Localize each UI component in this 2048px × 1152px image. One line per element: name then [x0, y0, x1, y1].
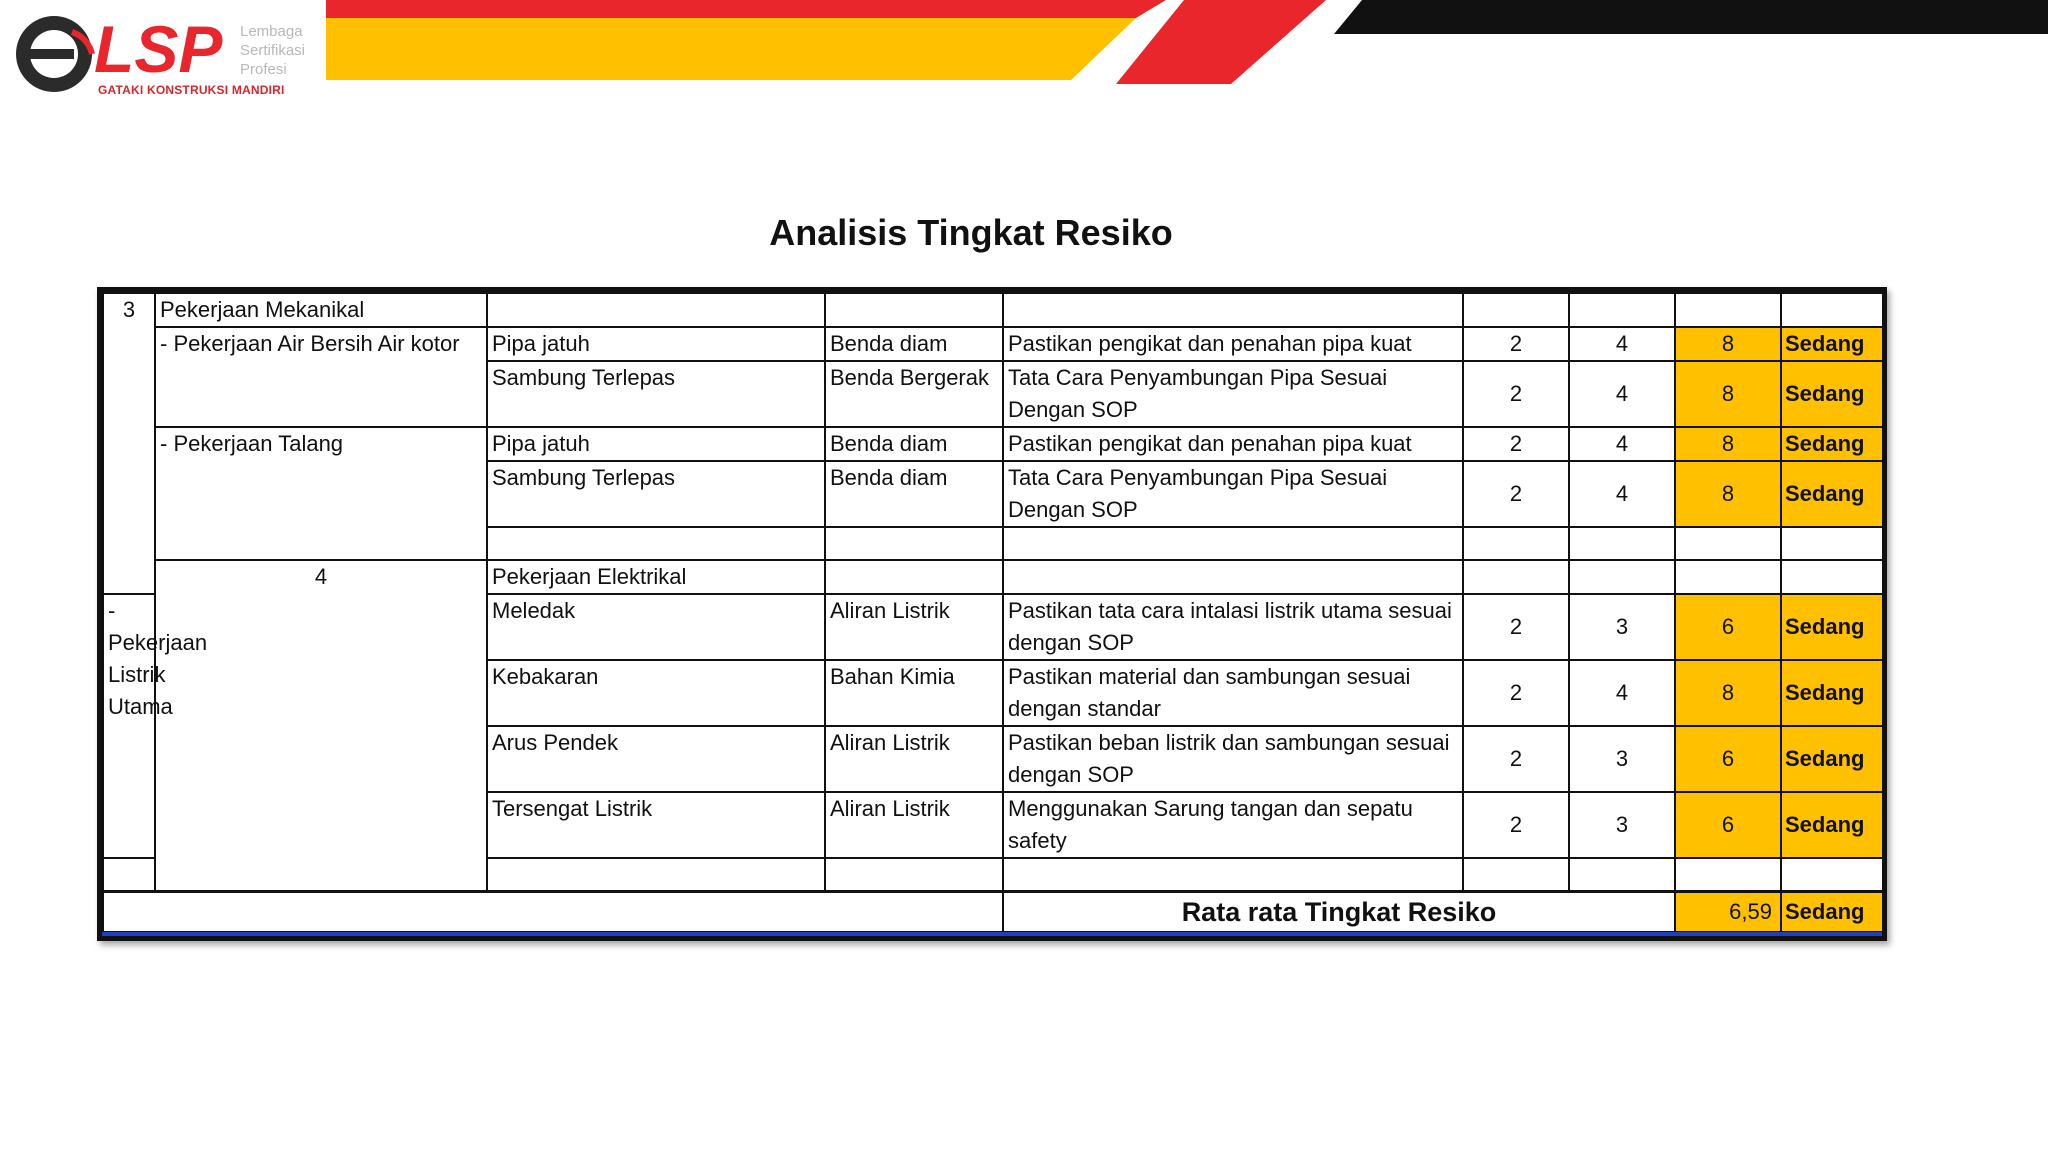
source-cell: Benda diam [825, 461, 1003, 527]
control-cell: Pastikan tata cara intalasi listrik utama sesuai dengan SOP [1003, 594, 1463, 660]
level-cell: Sedang [1781, 327, 1883, 361]
level-cell: Sedang [1781, 594, 1883, 660]
probability-cell: 2 [1463, 327, 1569, 361]
logo-subtitle: GATAKI KONSTRUKSI MANDIRI [98, 83, 285, 97]
source-cell: Aliran Listrik [825, 594, 1003, 660]
control-cell: Pastikan material dan sambungan sesuai dengan standar [1003, 660, 1463, 726]
score-cell: 6 [1675, 726, 1781, 792]
source-cell: Aliran Listrik [825, 792, 1003, 858]
table-bottom-rule [102, 932, 1882, 936]
probability-cell: 2 [1463, 594, 1569, 660]
score-cell: 8 [1675, 427, 1781, 461]
source-cell: Benda diam [825, 327, 1003, 361]
probability-cell: 2 [1463, 461, 1569, 527]
group-title: - Pekerjaan Talang [155, 427, 487, 560]
probability-cell: 2 [1463, 361, 1569, 427]
lsp-wordmark-icon [94, 14, 230, 84]
source-cell: Bahan Kimia [825, 660, 1003, 726]
hazard-cell: Pipa jatuh [487, 327, 825, 361]
score-cell: 8 [1675, 361, 1781, 427]
section-row [103, 560, 1883, 594]
source-cell: Benda diam [825, 427, 1003, 461]
probability-cell: 2 [1463, 660, 1569, 726]
probability-cell: 2 [1463, 792, 1569, 858]
hazard-cell: Arus Pendek [487, 726, 825, 792]
header-banner [326, 0, 2048, 84]
severity-cell: 4 [1569, 461, 1675, 527]
severity-cell: 3 [1569, 792, 1675, 858]
severity-cell: 4 [1569, 660, 1675, 726]
level-cell: Sedang [1781, 792, 1883, 858]
risk-analysis-table [97, 287, 1887, 941]
hazard-cell: Meledak [487, 594, 825, 660]
section-title: Pekerjaan Elektrikal [487, 560, 825, 594]
source-cell: Benda Bergerak [825, 361, 1003, 427]
logo-line-3: Profesi [240, 61, 287, 78]
average-label: Rata rata Tingkat Resiko [1003, 892, 1675, 933]
level-cell: Sedang [1781, 726, 1883, 792]
logo-line-1: Lembaga [240, 23, 303, 40]
control-cell: Pastikan pengikat dan penahan pipa kuat [1003, 427, 1463, 461]
severity-cell: 3 [1569, 594, 1675, 660]
group-title: - Pekerjaan Listrik Utama [103, 594, 155, 858]
hazard-cell: Kebakaran [487, 660, 825, 726]
control-cell: Tata Cara Penyambungan Pipa Sesuai Dengan SOP [1003, 461, 1463, 527]
source-cell: Aliran Listrik [825, 726, 1003, 792]
lsp-emblem-icon [10, 14, 98, 94]
score-cell: 8 [1675, 660, 1781, 726]
score-cell: 6 [1675, 594, 1781, 660]
section-number: 4 [155, 560, 487, 892]
severity-cell: 4 [1569, 427, 1675, 461]
table-row [103, 427, 1883, 461]
severity-cell: 4 [1569, 361, 1675, 427]
control-cell: Pastikan beban listrik dan sambungan sesuai dengan SOP [1003, 726, 1463, 792]
average-row [103, 892, 1883, 933]
section-title: Pekerjaan Mekanikal [155, 293, 487, 327]
level-cell: Sedang [1781, 361, 1883, 427]
page-title: Analisis Tingkat Resiko [769, 212, 1173, 253]
section-number: 3 [103, 293, 155, 594]
section-row [103, 293, 1883, 327]
probability-cell: 2 [1463, 427, 1569, 461]
severity-cell: 3 [1569, 726, 1675, 792]
control-cell: Tata Cara Penyambungan Pipa Sesuai Dengan SOP [1003, 361, 1463, 427]
control-cell: Menggunakan Sarung tangan dan sepatu safety [1003, 792, 1463, 858]
score-cell: 8 [1675, 461, 1781, 527]
average-value: 6,59 [1675, 892, 1781, 933]
hazard-cell: Sambung Terlepas [487, 361, 825, 427]
group-title: - Pekerjaan Air Bersih Air kotor [155, 327, 487, 427]
severity-cell: 4 [1569, 327, 1675, 361]
svg-text:LSP: LSP [94, 12, 223, 86]
level-cell: Sedang [1781, 660, 1883, 726]
hazard-cell: Tersengat Listrik [487, 792, 825, 858]
level-cell: Sedang [1781, 461, 1883, 527]
table-row [103, 327, 1883, 361]
score-cell: 6 [1675, 792, 1781, 858]
average-level: Sedang [1781, 892, 1883, 933]
lsp-logo [0, 0, 326, 100]
hazard-cell: Pipa jatuh [487, 427, 825, 461]
hazard-cell: Sambung Terlepas [487, 461, 825, 527]
probability-cell: 2 [1463, 726, 1569, 792]
logo-line-2: Sertifikasi [240, 42, 306, 59]
level-cell: Sedang [1781, 427, 1883, 461]
control-cell: Pastikan pengikat dan penahan pipa kuat [1003, 327, 1463, 361]
logo-side-text [240, 22, 305, 79]
score-cell: 8 [1675, 327, 1781, 361]
